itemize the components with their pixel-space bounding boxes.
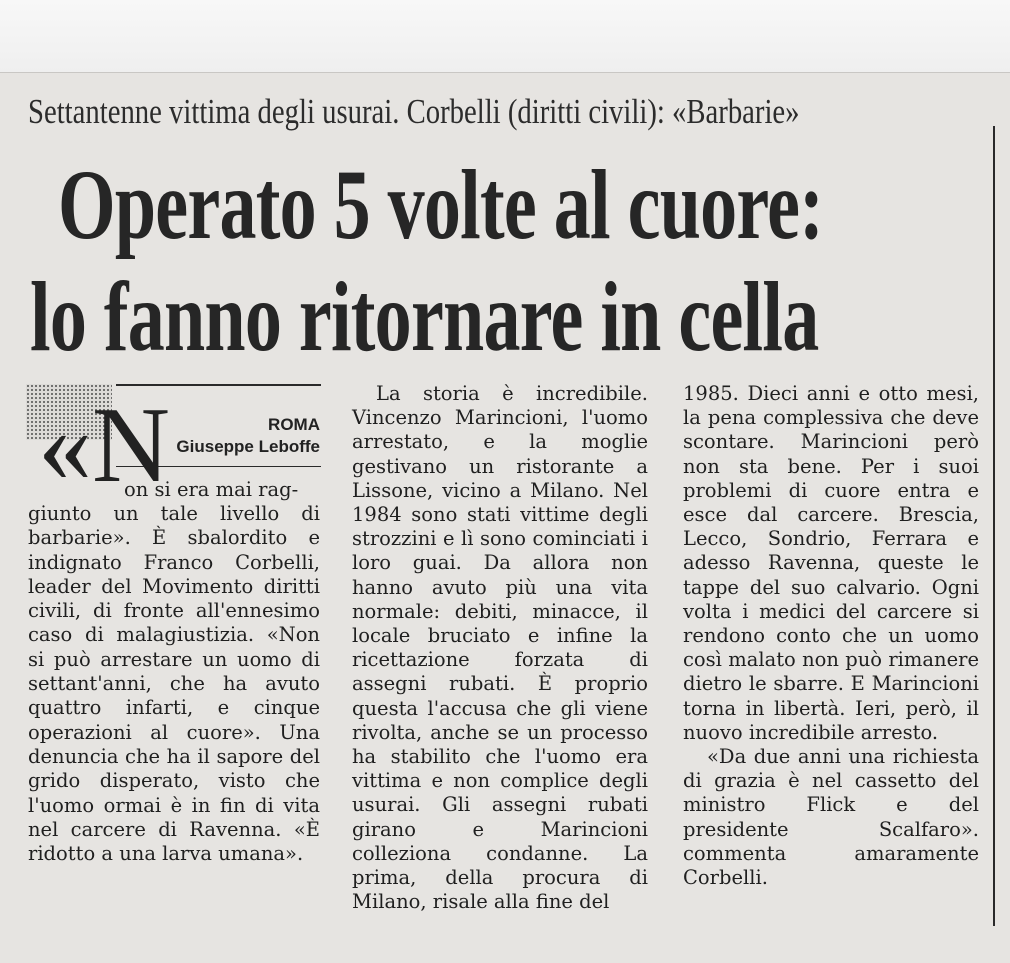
column-2 xyxy=(352,382,648,914)
headline-line-1: Operato 5 volte al cuore: xyxy=(58,149,824,260)
column-3-text-1: 1985. Dieci anni e otto mesi, la pena complessiva che deve scontare. Marincioni però non sta bene. Per i suoi problemi di cuore entra e esce dal carcere. Brescia, Lecco, Sondrio, Ferrara e adesso Ravenna, queste le tappe del suo calvario. Ogni volta i medici del carcere si rendono conto che un uomo così malato non può rimanere dietro le sbarre. E Marincioni torna in libertà. Ieri, però, il nuovo incredibile arresto. xyxy=(683,382,979,744)
scan-background xyxy=(0,0,1010,72)
column-1-first-line: on si era mai rag- xyxy=(124,478,299,501)
column-1-text: giunto un tale livello di barbarie». È sbalordito e indignato Franco Corbelli, leader del Movimento diritti civili, di fronte all'ennesimo caso di malagiustizia. «Non si può arrestare un uomo di settant'anni, che ha avuto quattro infarti, e cinque operazioni al cuore». Una denuncia che ha il sapore del grido disperato, visto che l'uomo ormai è in fin di vita nel carcere di Ravenna. «È ridotto a una larva umana». xyxy=(28,502,320,866)
column-3-text-2: «Da due anni una richiesta di grazia è nel cassetto del ministro Flick e del presidente Scalfaro». commenta amaramente Corbelli. xyxy=(683,745,979,890)
drop-cap: «N xyxy=(38,386,170,505)
column-rule xyxy=(993,126,995,926)
column-2-text: La storia è incredibile. Vincenzo Marincioni, l'uomo arrestato, e la moglie gestivano un ristorante a Lissone, vicino a Milano. Nel 1984 sono stati vittime degli strozzini e lì sono cominciati i loro guai. Da allora non hanno avuto più una vita normale: debiti, minacce, il locale bruciato e infine la ricettazione forzata di assegni rubati. È proprio questa l'accusa che gli viene rivolta, anche se un processo ha stabilito che l'uomo era vittima e non complice degli usurai. Gli assegni rubati girano e Marincioni colleziona condanne. La prima, della procura di Milano, risale alla fine del xyxy=(352,382,648,914)
byline-place: ROMA xyxy=(268,415,320,434)
byline-author: Giuseppe Leboffe xyxy=(176,437,320,456)
kicker: Settantenne vittima degli usurai. Corbelli (diritti civili): «Barbarie» xyxy=(28,92,800,131)
headline-line-2: lo fanno ritornare in cella xyxy=(30,261,819,372)
column-3 xyxy=(683,382,979,890)
